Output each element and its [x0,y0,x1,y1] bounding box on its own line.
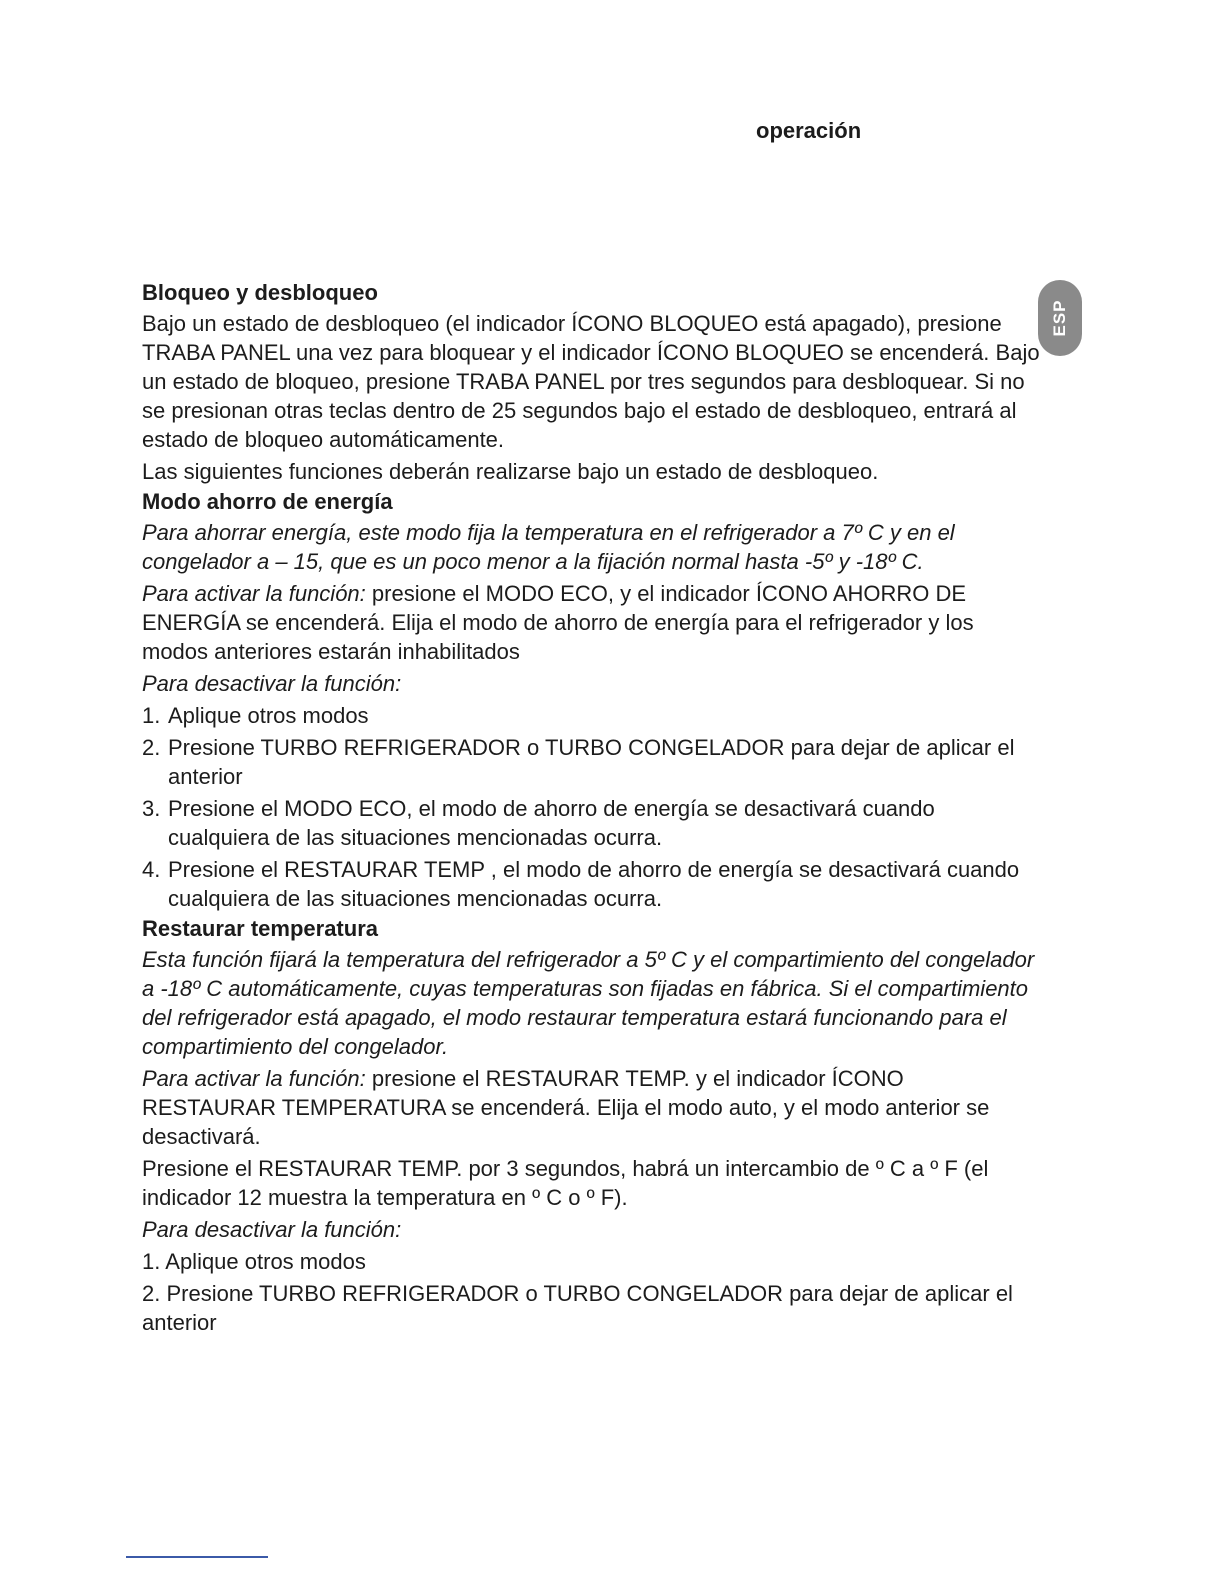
language-tab [1038,280,1082,356]
list-item [142,1247,1042,1276]
list-item-number: 3. [142,796,161,821]
restore-deactivate-label: Para desactivar la función: [142,1217,402,1242]
restore-steps-list [142,1247,1042,1337]
eco-deactivate-label: Para desactivar la función: [142,671,402,696]
list-item [142,794,1042,852]
restore-activate [142,1064,1042,1151]
list-item-text: Aplique otros modos [168,703,369,728]
eco-activate-text: presione el MODO ECO, y el indicador ÍCONO AHORRO DE ENERGÍA se encenderá. Elija el modo de ahorro de energía para el refrigerador y los modos anteriores estarán inhabilitados [142,581,974,664]
section-heading-restore: Restaurar temperatura [142,916,378,941]
lock-description: Bajo un estado de desbloqueo (el indicador ÍCONO BLOQUEO está apagado), presione TRABA PANEL una vez para bloquear y el indicador ÍCONO BLOQUEO se encenderá. Bajo un estado de bloqueo, presione TRABA PANEL por tres segundos para desbloquear. Si no se presionan otras teclas dentro de 25 segundos bajo el estado de desbloqueo, entrará al estado de bloqueo automáticamente. [142,311,1040,452]
list-item-text: Presione TURBO REFRIGERADOR o TURBO CONGELADOR para dejar de aplicar el anterior [168,735,1015,789]
eco-activate-label: Para activar la función: [142,581,366,606]
list-item-number: 4. [142,857,161,882]
footer-divider [126,1556,268,1558]
eco-intro: Para ahorrar energía, este modo fija la temperatura en el refrigerador a 7º C y en el congelador a – 15, que es un poco menor a la fijación normal hasta -5º y -18º C. [142,520,955,574]
list-item [142,733,1042,791]
list-item-number: 1. [142,1249,161,1274]
eco-activate [142,579,1042,666]
list-item [142,855,1042,913]
lock-note: Las siguientes funciones deberán realizarse bajo un estado de desbloqueo. [142,459,879,484]
list-item-number: 1. [142,703,161,728]
section-heading-lock: Bloqueo y desbloqueo [142,280,378,305]
list-item-number: 2. [142,1281,161,1306]
document-body [142,277,1042,1337]
restore-units-note: Presione el RESTAURAR TEMP. por 3 segundos, habrá un intercambio de º C a º F (el indicador 12 muestra la temperatura en º C o º F). [142,1156,989,1210]
language-tab-label: ESP [1050,299,1069,337]
list-item-text: Presione TURBO REFRIGERADOR o TURBO CONGELADOR para dejar de aplicar el anterior [142,1281,1013,1335]
list-item [142,1279,1042,1337]
list-item [142,701,1042,730]
restore-intro: Esta función fijará la temperatura del refrigerador a 5º C y el compartimiento del congelador a -18º C automáticamente, cuyas temperaturas son fijadas en fábrica. Si el compartimiento del refrigerador está apagado, el modo restaurar temperatura estará funcionando para el compartimiento del congelador. [142,947,1035,1059]
page-header-title: operación [756,118,862,143]
list-item-number: 2. [142,735,161,760]
restore-activate-label: Para activar la función: [142,1066,366,1091]
restore-activate-text: presione el RESTAURAR TEMP. y el indicador ÍCONO RESTAURAR TEMPERATURA se encenderá. Elija el modo auto, y el modo anterior se desactivará. [142,1066,990,1149]
section-heading-eco: Modo ahorro de energía [142,489,393,514]
list-item-text: Presione el RESTAURAR TEMP , el modo de ahorro de energía se desactivará cuando cualquiera de las situaciones mencionadas ocurra. [168,857,1020,911]
eco-steps-list [142,701,1042,913]
list-item-text: Presione el MODO ECO, el modo de ahorro de energía se desactivará cuando cualquiera de las situaciones mencionadas ocurra. [168,796,935,850]
list-item-text: Aplique otros modos [165,1249,366,1274]
